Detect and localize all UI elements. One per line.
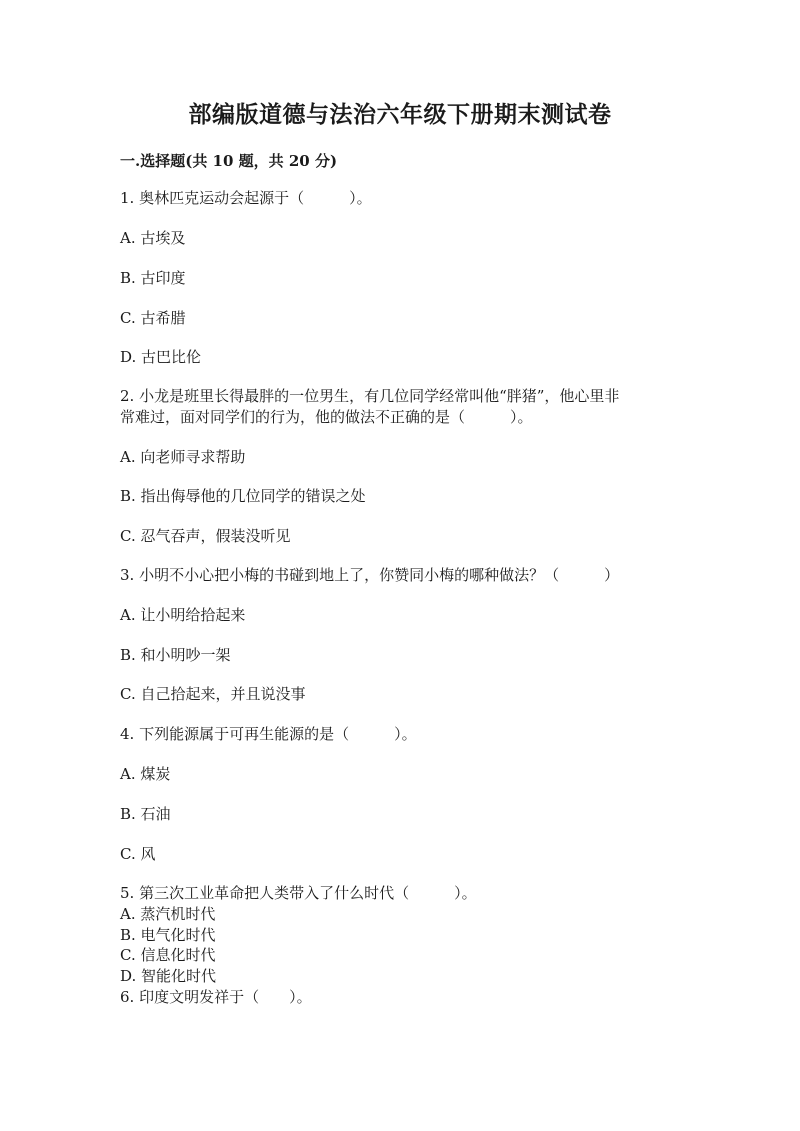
page-title: 部编版道德与法治六年级下册期末测试卷: [188, 101, 612, 128]
question-4-stem: 4. 下列能源属于可再生能源的是（ ）。: [120, 725, 417, 743]
question-5-option-c: C. 信息化时代: [120, 946, 216, 964]
question-5-option-a: A. 蒸汽机时代: [120, 905, 216, 923]
question-5-stem: 5. 第三次工业革命把人类带入了什么时代（ ）。: [120, 884, 477, 902]
question-1-stem: 1. 奥林匹克运动会起源于（ ）。: [120, 189, 372, 207]
question-2-stem-line-1: 2. 小龙是班里长得最胖的一位男生，有几位同学经常叫他“胖猪”，他心里非: [120, 387, 620, 405]
section-heading: 一.选择题(共 10 题，共 20 分): [120, 152, 338, 170]
question-4-option-a: A. 煤炭: [120, 765, 171, 783]
question-3-option-b: B. 和小明吵一架: [120, 646, 231, 664]
question-2-option-a: A. 向老师寻求帮助: [120, 448, 246, 466]
question-3-stem: 3. 小明不小心把小梅的书碰到地上了，你赞同小梅的哪种做法？（ ）: [120, 566, 620, 584]
question-5-option-d: D. 智能化时代: [120, 967, 217, 985]
question-6-stem: 6. 印度文明发祥于（ ）。: [120, 988, 312, 1006]
question-2-option-c: C. 忍气吞声，假装没听见: [120, 527, 291, 545]
question-1-option-b: B. 古印度: [120, 269, 186, 287]
question-4-option-c: C. 风: [120, 845, 156, 863]
question-2-stem-line-2: 常难过，面对同学们的行为，他的做法不正确的是（ ）。: [120, 408, 533, 426]
question-2-option-b: B. 指出侮辱他的几位同学的错误之处: [120, 487, 366, 505]
question-1-option-d: D. 古巴比伦: [120, 348, 202, 366]
question-5-option-b: B. 电气化时代: [120, 926, 216, 944]
question-3-option-a: A. 让小明给拾起来: [120, 606, 246, 624]
question-1-option-c: C. 古希腊: [120, 309, 186, 327]
question-4-option-b: B. 石油: [120, 805, 171, 823]
question-3-option-c: C. 自己拾起来，并且说没事: [120, 685, 306, 703]
question-1-option-a: A. 古埃及: [120, 229, 186, 247]
